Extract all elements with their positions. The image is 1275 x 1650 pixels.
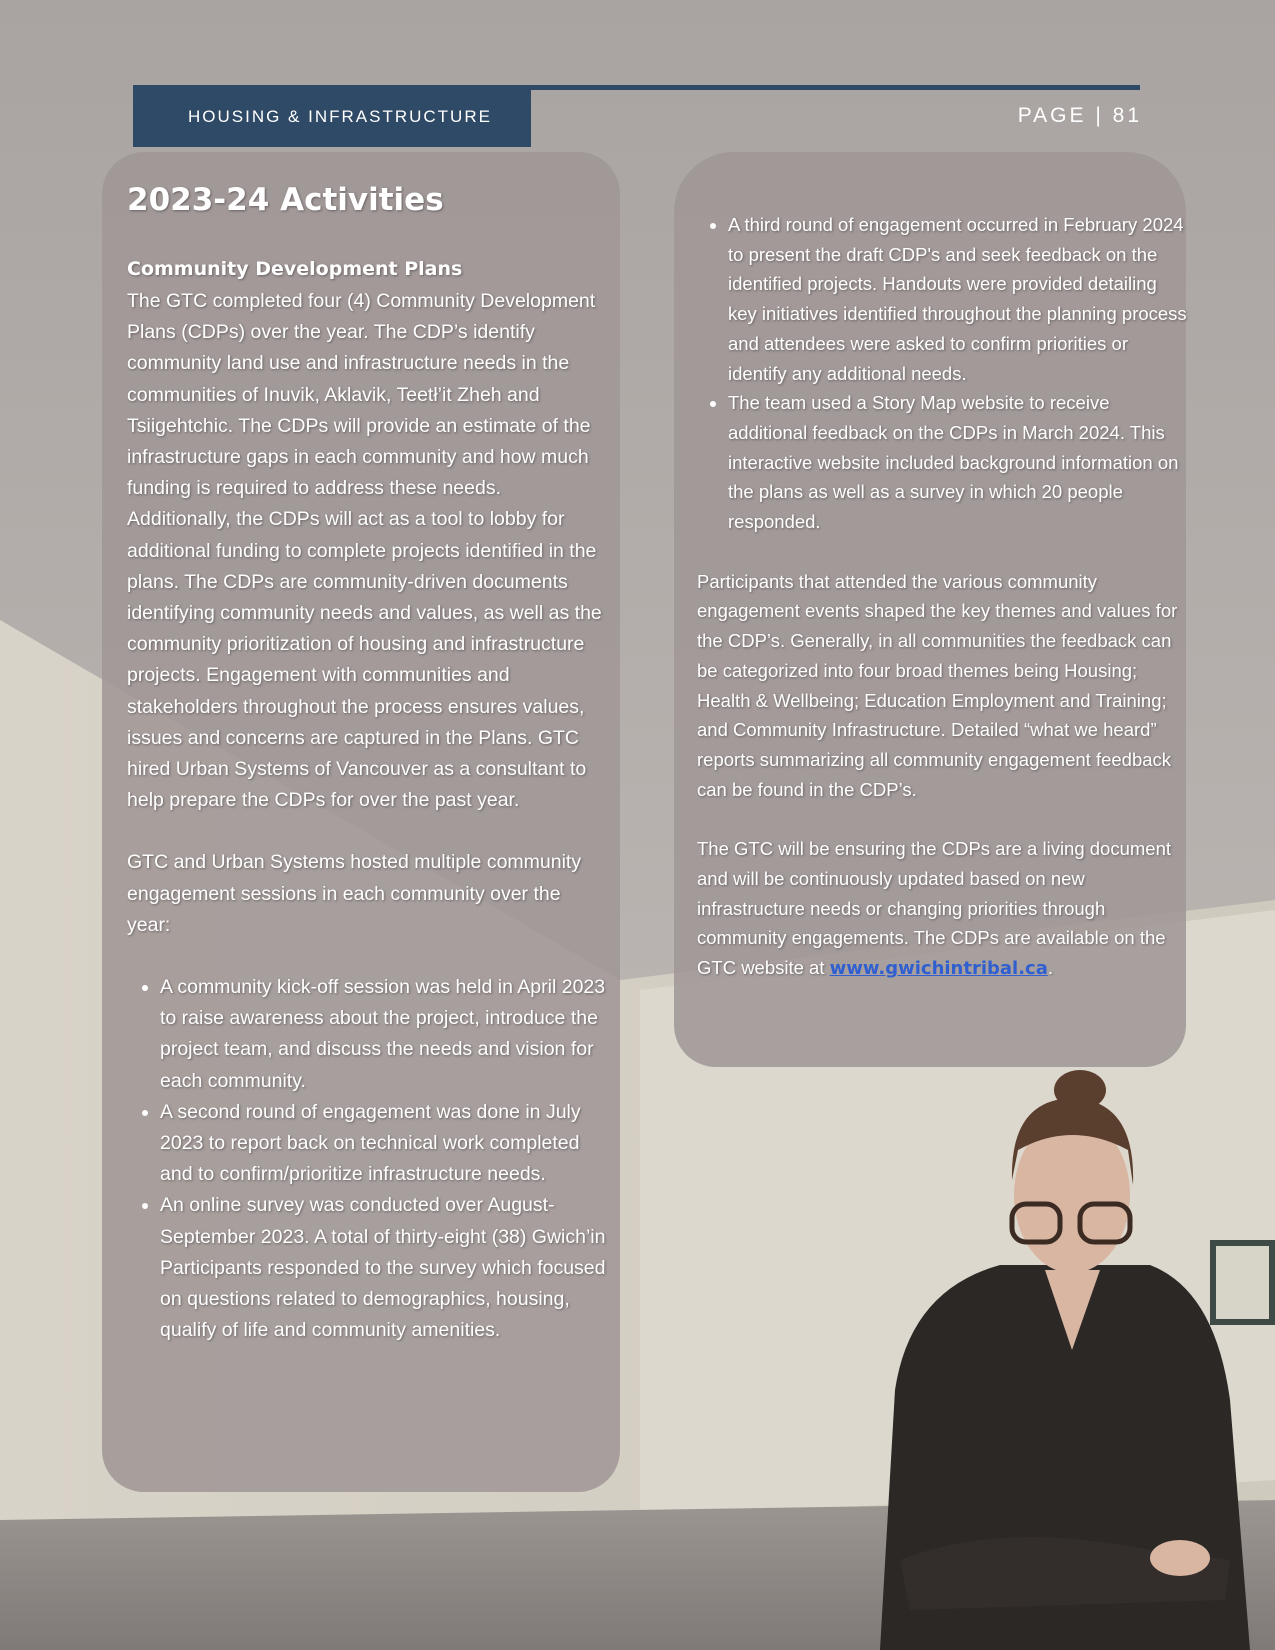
link-suffix: . [1047,957,1054,979]
page-title: 2023-24 Activities [127,182,444,218]
list-item: • The team used a Story Map website to receive additional feedback on the CDPs in March 2024. This interactive website included background information on the plans as well as a survey in which 20 people responded. [728,388,1187,537]
living-document-text: The GTC will be ensuring the CDPs are a living document and will be continuously updated based on new infrastructure needs or changing priorities through community engagements. The CDPs are available on the GTC website at [697,838,1172,979]
list-item: • A community kick-off session was held in April 2023 to raise awareness about the project, introduce the project team, and discuss the needs and vision for each community. [160,972,607,1097]
list-item: • An online survey was conducted over August-September 2023. A total of thirty-eight (38) Gwich’in Participants responded to the survey which focused on questions related to demographics, housing, qualify of life and community amenities. [160,1190,607,1346]
engagement-paragraph: GTC and Urban Systems hosted multiple community engagement sessions in each community over the year: [127,851,582,936]
gtc-website-link[interactable]: www.gwichintribal.ca [829,958,1048,980]
engagement-list [127,972,607,1346]
left-column-body [127,286,607,1347]
themes-paragraph: Participants that attended the various community engagement events shaped the key themes and values for the CDP’s. Generally, in all communities the feedback can be categorized into four broad themes being Housing; Health & Wellbeing; Education Employment and Training; and Community Infrastructure. Detailed “what we heard” reports summarizing all community engagement feedback can be found in the CDP’s. [697,570,1178,800]
living-document-paragraph [697,834,1187,984]
intro-paragraph: The GTC completed four (4) Community Development Plans (CDPs) over the year. The CDP’s identify community land use and infrastructure needs in the communities of Inuvik, Aklavik, Teetł’it Zheh and Tsiigehtchic. The CDPs will provide an estimate of the infrastructure gaps in each community and how much funding is required to address these needs. Additionally, the CDPs will act as a tool to lobby for additional funding to complete projects identified in the plans. The CDPs are community-driven documents identifying community needs and values, as well as the community prioritization of housing and infrastructure projects. Engagement with communities and stakeholders throughout the process ensures values, issues and concerns are captured in the Plans. GTC hired Urban Systems of Vancouver as a consultant to help prepare the CDPs for over the past year. [127,290,602,812]
section-label: HOUSING & INFRASTRUCTURE [188,107,492,126]
page-number: PAGE | 81 [1017,104,1142,127]
section-subheading: Community Development Plans [127,258,463,280]
list-item: • A second round of engagement was done in July 2023 to report back on technical work completed and to confirm/prioritize infrastructure needs. [160,1097,607,1191]
right-column-body [697,210,1187,1014]
section-tab [133,87,531,147]
list-item: • A third round of engagement occurred in February 2024 to present the draft CDP's and seek feedback on the identified projects. Handouts were provided detailing key initiatives identified throughout the planning process and attendees were asked to confirm priorities or identify any additional needs. [728,210,1187,388]
engagement-list-continued [697,210,1187,537]
